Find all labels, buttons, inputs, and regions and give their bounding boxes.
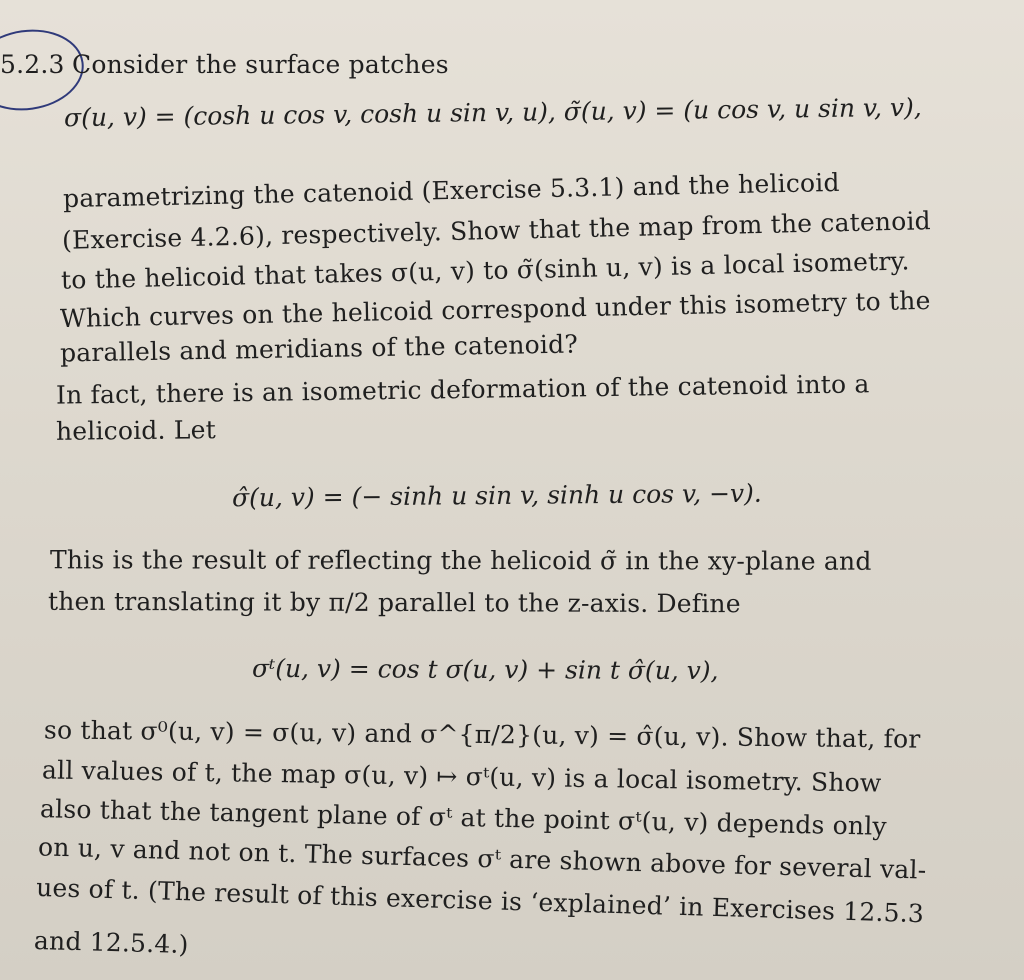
text-line-6: Which curves on the helicoid correspond under this isometry to the xyxy=(59,285,931,334)
text-line-3: parametrizing the catenoid (Exercise 5.3.1) and the helicoid xyxy=(62,167,840,214)
text-line-18: ues of t. (The result of this exercise is ‘explained’ in Exercises 12.5.3 xyxy=(35,872,925,929)
exercise-number: 5.2.3 xyxy=(0,50,65,79)
text-line-4: (Exercise 4.2.6), respectively. Show that the map from the catenoid xyxy=(61,206,932,255)
text-line-16: also that the tangent plane of σᵗ at the point σᵗ(u, v) depends only xyxy=(39,794,888,841)
display-equation-1: σ(u, v) = (cosh u cos v, cosh u sin v, u), σ̃(u, v) = (u cos v, u sin v, v), xyxy=(63,92,922,133)
text-line-1: Consider the surface patches xyxy=(72,50,449,79)
text-line-12: then translating it by π/2 parallel to the z-axis. Define xyxy=(47,586,741,619)
text-line-17: on u, v and not on t. The surfaces σᵗ are shown above for several val- xyxy=(37,832,927,885)
text-line-15: all values of t, the map σ(u, v) ↦ σᵗ(u, v) is a local isometry. Show xyxy=(41,755,882,798)
display-equation-2: σ̂(u, v) = (− sinh u sin v, sinh u cos v, −v). xyxy=(231,478,762,513)
text-line-9: helicoid. Let xyxy=(55,415,217,446)
text-line-7: parallels and meridians of the catenoid? xyxy=(59,329,579,368)
text-line-19: and 12.5.4.) xyxy=(33,925,189,960)
text-line-5: to the helicoid that takes σ(u, v) to σ̃(sinh u, v) is a local isometry. xyxy=(60,246,910,295)
text-line-14: so that σ⁰(u, v) = σ(u, v) and σ^{π/2}(u, v) = σ̂(u, v). Show that, for xyxy=(43,715,921,754)
text-line-8: In fact, there is an isometric deformation of the catenoid into a xyxy=(55,369,870,410)
text-line-11: This is the result of reflecting the helicoid σ̃ in the xy-plane and xyxy=(49,545,872,576)
display-equation-3: σᵗ(u, v) = cos t σ(u, v) + sin t σ̂(u, v), xyxy=(251,653,719,686)
